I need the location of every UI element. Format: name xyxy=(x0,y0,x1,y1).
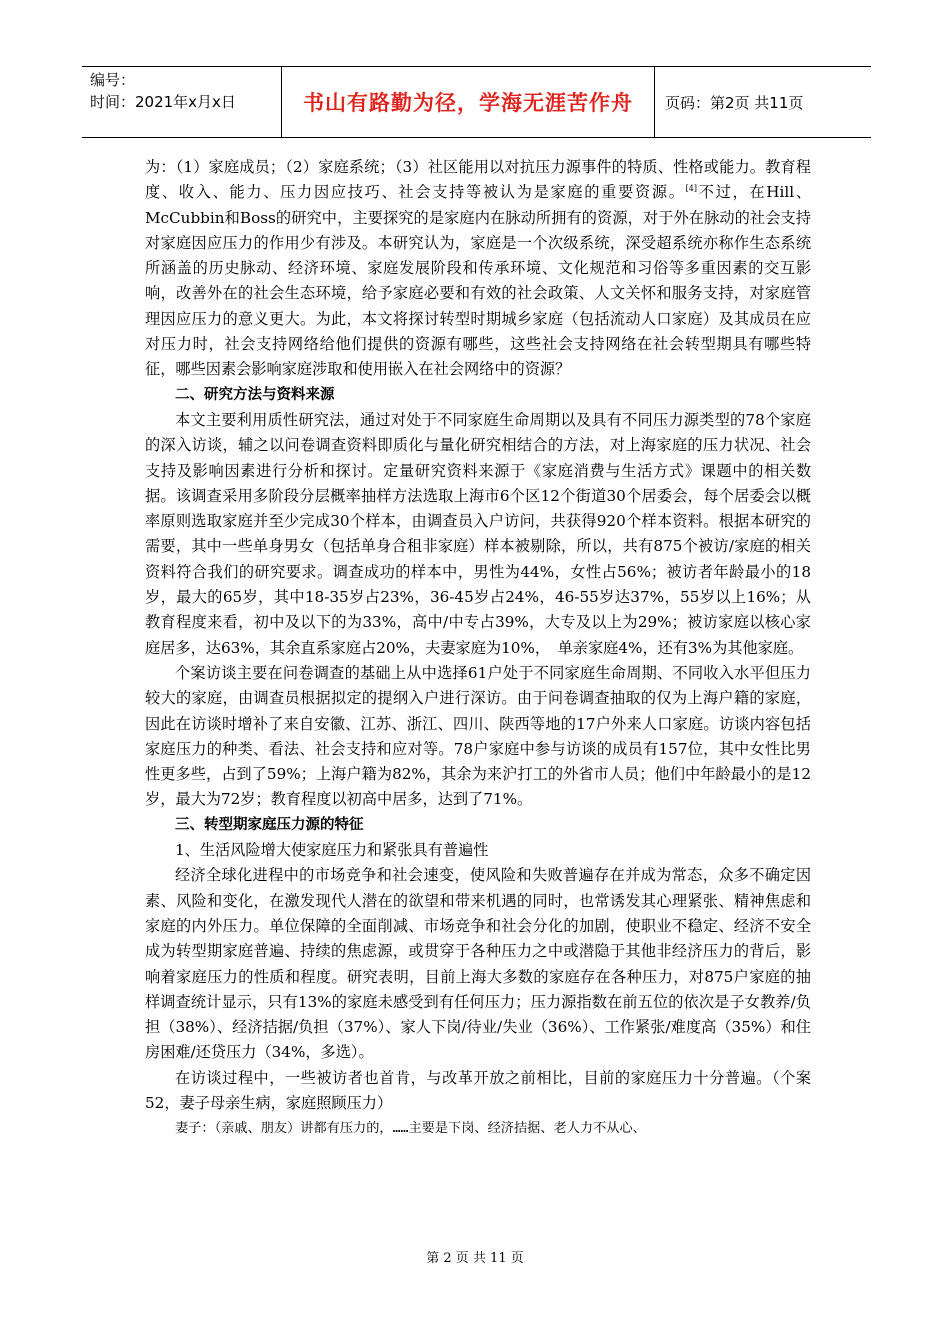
header-page-info: 页码：第2页 共11页 xyxy=(665,93,804,112)
subsection-heading-risk: 1、生活风险增大使家庭压力和紧张具有普遍性 xyxy=(175,841,489,860)
paragraph-methods: 本文主要利用质性研究法，通过对处于不同家庭生命周期以及具有不同压力源类型的78个家庭的深入访谈，辅之以问卷调查资料即质化与量化研究相结合的方法，对上海家庭的压力状况、社会支持及影响因素进行分析和探讨。定量研究资料来源于《家庭消费与生活方式》课题中的相关数据。该调查采用多阶段分层概率抽样方法选取上海市6个区12个街道30个居委会，每个居委会以概率原则选取家庭并至少完成30个样本，由调查员入户访问，共获得920个样本资料。根据本研究的需要，其中一些单身男女（包括单身合租非家庭）样本被剔除，所以，共有875个被访/家庭的相关资料符合我们的研究要求。调查成功的样本中，男性为44%，女性占56%；被访者年龄最小的18岁，最大的65岁，其中18-35岁占23%，36-45岁占24%，46-55岁达37%，55岁以上16%；从教育程度来看，初中及以下的为33%，高中/中专占39%，大专及以上为29%；被访家庭以核心家庭居多，达63%，其余直系家庭占20%，夫妻家庭为10%， 单亲家庭4%，还有3%为其他家庭。 xyxy=(145,410,811,657)
document-body xyxy=(145,155,811,1142)
paragraph-text: 为：（1）家庭成员；（2）家庭系统；（3）社区能用以对抗压力源事件的特质、性格或能力。教育程度、收入、能力、压力因应技巧、社会支持等被认为是家庭的重要资源。 xyxy=(145,158,811,202)
paragraph-text: 不过，在Hill、McCubbin和Boss的研究中，主要探究的是家庭内在脉动所拥有的资源，对于外在脉动的社会支持对家庭因应压力的作用少有涉及。本研究认为，家庭是一个次级系统，深受超系统亦称作生态系统所涵盖的历史脉动、经济环境、家庭发展阶段和传承环境、文化规范和习俗等多重因素的交互影响，改善外在的社会生态环境，给予家庭必要和有效的社会政策、人文关怀和服务支持，对家庭管理因应压力的意义更大。为此，本文将探讨转型时期城乡家庭（包括流动人口家庭）及其成员在应对压力时，社会支持网络给他们提供的资源有哪些，这些社会支持网络在社会转型期具有哪些特征，哪些因素会影响家庭涉取和使用嵌入在社会网络中的资源？ xyxy=(145,183,812,379)
document-time-label: 时间：2021年x月x日 xyxy=(90,93,236,111)
paragraph-resources xyxy=(145,155,811,383)
citation-ref: [4] xyxy=(685,184,697,194)
paragraph-interviews: 个案访谈主要在问卷调查的基础上从中选择61户处于不同家庭生命周期、不同收入水平但压力较大的家庭，由调查员根据拟定的提纲入户进行深访。由于问卷调查抽取的仅为上海户籍的家庭，因此在访谈时增补了来自安徽、江苏、浙江、四川、陕西等地的17户外来人口家庭。访谈内容包括家庭压力的种类、看法、社会支持和应对等。78户家庭中参与访谈的成员有157位，其中女性比男性更多些，占到了59%；上海户籍为82%，其余为来沪打工的外省市人员；他们中年龄最小的是12岁，最大为72岁；教育程度以初高中居多，达到了71%。 xyxy=(145,663,811,809)
page-footer: 第 2 页 共 11 页 xyxy=(426,1251,524,1266)
section-heading-methods: 二、研究方法与资料来源 xyxy=(175,386,335,403)
paragraph-globalization: 经济全球化进程中的市场竞争和社会速变，使风险和失败普遍存在并成为常态，众多不确定因素、风险和变化，在激发现代人潜在的欲望和带来机遇的同时，也常诱发其心理紧张、精神焦虑和家庭的内外压力。单位保障的全面削减、市场竞争和社会分化的加剧，使职业不稳定、经济不安全成为转型期家庭普遍、持续的焦虑源，或贯穿于各种压力之中或潜隐于其他非经济压力的背后，影响着家庭压力的性质和程度。研究表明，目前上海大多数的家庭存在各种压力，对875户家庭的抽样调查统计显示，只有13%的家庭未感受到有任何压力；压力源指数在前五位的依次是子女教养/负担（38%）、经济拮据/负担（37%）、家人下岗/待业/失业（36%）、工作紧张/难度高（35%）和住房困难/还贷压力（34%，多选）。 xyxy=(145,866,811,1062)
document-number-label: 编号： xyxy=(90,71,136,89)
header-meta xyxy=(82,67,282,137)
paragraph-interview-note: 在访谈过程中，一些被访者也首肯，与改革开放之前相比，目前的家庭压力十分普遍。（个案52，妻子母亲生病，家庭照顾压力） xyxy=(145,1068,811,1112)
section-heading-stressors: 三、转型期家庭压力源的特征 xyxy=(175,816,364,833)
header-motto: 书山有路勤为径，学海无涯苦作舟 xyxy=(282,67,655,137)
interview-quote: 妻子：（亲戚、朋友）讲都有压力的，……主要是下岗、经济拮据、老人力不从心、 xyxy=(175,1121,646,1137)
page-header xyxy=(82,66,871,138)
